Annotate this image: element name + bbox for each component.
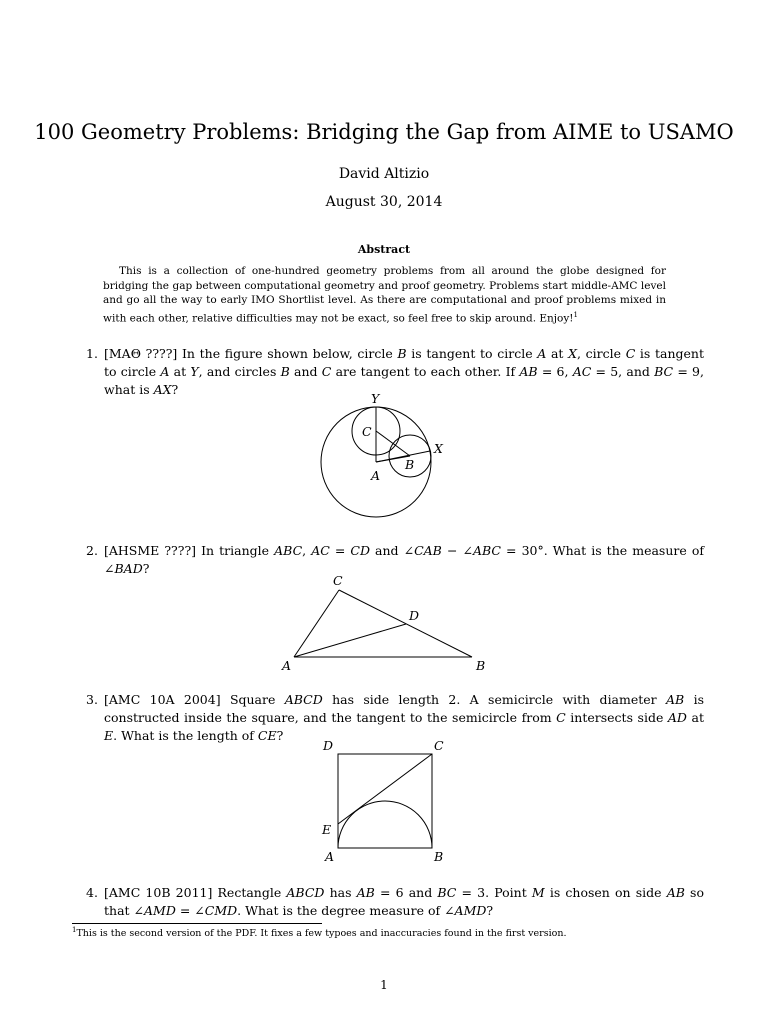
label-b: B [476, 658, 486, 673]
problem-source: [AMC 10B 2011] [104, 885, 213, 900]
side-ac [294, 590, 339, 657]
problem-3-figure [316, 734, 456, 870]
semicircle-ab [338, 801, 432, 848]
abstract-text: This is a collection of one-hundred geometry problems from all around the globe designed for bridging the gap between computational geometry and proof geometry. Problems start middle-AMC level and go all the way to early IMO Shortlist level. As there are computational and proof problems mixed in with each other, relative difficulties may not be exact, so feel free to skip around. Enjoy! [103, 265, 666, 324]
tangent-ce [338, 754, 432, 824]
abstract-body [103, 264, 666, 326]
label-a: A [282, 658, 292, 673]
segment-ad [294, 624, 406, 657]
problem-2-figure [276, 570, 496, 675]
problem-source: [MAΘ ????] [104, 346, 178, 361]
label-d: D [409, 608, 420, 623]
footnote-text: This is the second version of the PDF. It fixes a few typoes and inaccuracies found in the first version. [76, 928, 567, 940]
problem-number: 3. [86, 692, 98, 707]
problem-number: 1. [86, 346, 98, 361]
segment-ax [376, 451, 430, 462]
label-x: X [434, 441, 443, 456]
problem-text: [AMC 10A 2004] Square ABCD has side length 2. A semicircle with diameter AB is constructed inside the square, and the tangent to the semicircle from C intersects side AD at E. What is the length of CE? [104, 692, 704, 743]
problem-number: 2. [86, 543, 98, 558]
problem-4 [72, 884, 704, 920]
label-b: B [434, 849, 444, 864]
segment-cb [376, 431, 410, 456]
label-a: A [325, 849, 335, 864]
label-c: C [362, 424, 372, 439]
abstract-heading: Abstract [357, 243, 411, 256]
problem-text: [AMC 10B 2011] Rectangle ABCD has AB = 6 and BC = 3. Point M is chosen on side AB so that ∠AMD = ∠CMD. What is the degree measure of ∠AMD? [104, 885, 704, 918]
problem-source: [AMC 10A 2004] [104, 692, 221, 707]
footnote-mark: 1 [72, 926, 77, 934]
label-d: D [323, 738, 334, 753]
author-name: David Altizio [338, 166, 430, 182]
side-cb [339, 590, 472, 657]
label-e: E [322, 822, 332, 837]
problem-text: [AHSME ????] In triangle ABC, AC = CD and ∠CAB − ∠ABC = 30°. What is the measure of ∠BAD? [104, 543, 704, 576]
footnote [72, 926, 712, 939]
problem-text: [MAΘ ????] In the figure shown below, circle B is tangent to circle A at X, circle C is tangent to circle A at Y, and circles B and C are tangent to each other. If AB = 6, AC = 5, and BC = 9, what is AX? [104, 346, 705, 397]
abstract-footnote-mark: 1 [573, 310, 578, 319]
label-a: A [371, 468, 381, 483]
problem-1-figure [300, 388, 460, 528]
publication-date: August 30, 2014 [325, 194, 443, 210]
problem-source: [AHSME ????] [104, 543, 197, 558]
footnote-rule [72, 923, 322, 924]
label-c: C [434, 738, 444, 753]
paper-title: 100 Geometry Problems: Bridging the Gap from AIME to USAMO [34, 120, 734, 144]
label-c: C [333, 573, 343, 588]
problem-number: 4. [86, 885, 98, 900]
label-b: B [405, 457, 415, 472]
page-number: 1 [380, 978, 388, 992]
label-y: Y [371, 391, 380, 406]
